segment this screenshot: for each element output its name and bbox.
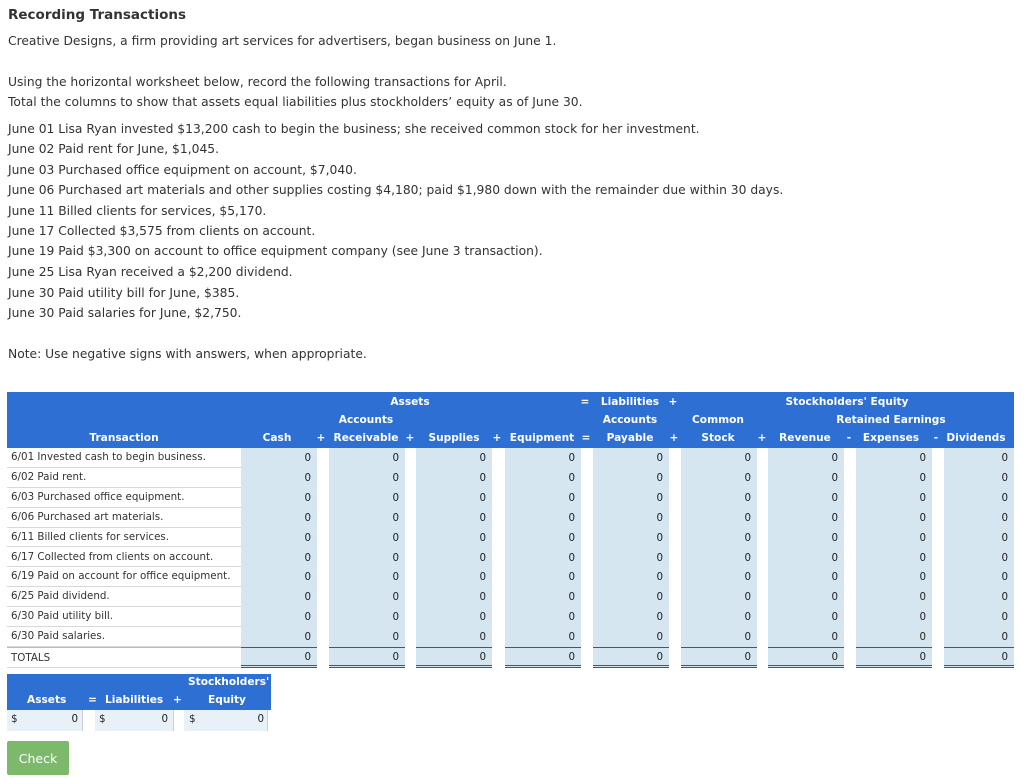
- instruction-line-1: Using the horizontal worksheet below, record the following transactions for April.: [8, 75, 507, 89]
- expenses-input[interactable]: 0: [919, 591, 926, 604]
- dividends-total: 0: [1001, 651, 1008, 663]
- accounts-receivable-input[interactable]: 0: [392, 591, 399, 604]
- equals-sign: =: [580, 396, 590, 408]
- revenue-input[interactable]: 0: [831, 611, 838, 624]
- expenses-input[interactable]: 0: [919, 452, 926, 464]
- dividends-input[interactable]: 0: [1001, 511, 1008, 524]
- cash-input[interactable]: 0: [304, 471, 311, 484]
- cash-input[interactable]: 0: [304, 511, 311, 524]
- expenses-input[interactable]: 0: [919, 471, 926, 484]
- currency-symbol: $: [11, 713, 18, 725]
- transaction-row-label: 6/02 Paid rent.: [7, 468, 241, 488]
- transaction-text: June 17 Collected $3,575 from clients on account.: [8, 224, 316, 238]
- common-stock-input[interactable]: 0: [744, 491, 751, 504]
- revenue-input[interactable]: 0: [831, 491, 838, 504]
- equipment-input[interactable]: 0: [568, 452, 575, 464]
- accounts-payable-input[interactable]: 0: [656, 511, 663, 524]
- page-title: Recording Transactions: [8, 7, 187, 23]
- instruction-line-2: Total the columns to show that assets equal liabilities plus stockholders’ equity as of June 30.: [8, 95, 583, 109]
- transaction-row-label: 6/30 Paid utility bill.: [7, 607, 241, 627]
- ar-header-bottom: Receivable: [333, 432, 399, 444]
- note-text: Note: Use negative signs with answers, when appropriate.: [8, 347, 367, 361]
- dividends-input[interactable]: 0: [1001, 551, 1008, 564]
- common-stock-input[interactable]: 0: [744, 551, 751, 564]
- plus-sign: +: [173, 694, 182, 706]
- dividends-input[interactable]: 0: [1001, 491, 1008, 504]
- dividends-input[interactable]: 0: [1001, 631, 1008, 644]
- supplies-input[interactable]: 0: [479, 571, 486, 584]
- cs-header-bottom: Stock: [701, 432, 735, 444]
- transaction-text: June 30 Paid utility bill for June, $385.: [8, 286, 240, 300]
- expenses-input[interactable]: 0: [919, 511, 926, 524]
- accounts-payable-input[interactable]: 0: [656, 531, 663, 544]
- revenue-header: Revenue: [779, 432, 831, 444]
- expenses-input[interactable]: 0: [919, 531, 926, 544]
- expenses-total: 0: [919, 651, 926, 663]
- plus-sign: +: [668, 396, 678, 408]
- summary-equity-label-top: Stockholders': [188, 676, 270, 688]
- accounts-receivable-input[interactable]: 0: [392, 471, 399, 484]
- plus-sign: +: [669, 432, 679, 444]
- summary-header: [7, 674, 271, 710]
- accounts-receivable-input[interactable]: 0: [392, 571, 399, 584]
- revenue-input[interactable]: 0: [831, 631, 838, 644]
- supplies-input[interactable]: 0: [479, 631, 486, 644]
- intro-text: Creative Designs, a firm providing art services for advertisers, began business on June 1.: [8, 34, 557, 48]
- revenue-input[interactable]: 0: [831, 471, 838, 484]
- equipment-input[interactable]: 0: [568, 591, 575, 604]
- worksheet-header: [7, 392, 1014, 448]
- dividends-input[interactable]: 0: [1001, 531, 1008, 544]
- cash-input[interactable]: 0: [304, 531, 311, 544]
- revenue-input[interactable]: 0: [831, 531, 838, 544]
- accounts-receivable-input[interactable]: 0: [392, 491, 399, 504]
- dividends-header: Dividends: [946, 432, 1006, 444]
- common-stock-input[interactable]: 0: [744, 531, 751, 544]
- expenses-input[interactable]: 0: [919, 611, 926, 624]
- accounts-receivable-input[interactable]: 0: [392, 611, 399, 624]
- check-button[interactable]: Check: [7, 741, 69, 775]
- dividends-input[interactable]: 0: [1001, 591, 1008, 604]
- revenue-input[interactable]: 0: [831, 571, 838, 584]
- transaction-text: June 03 Purchased office equipment on account, $7,040.: [8, 163, 357, 177]
- summary-equity-value: 0: [257, 713, 264, 725]
- dividends-input[interactable]: 0: [1001, 471, 1008, 484]
- supplies-input[interactable]: 0: [479, 531, 486, 544]
- minus-sign: -: [846, 432, 852, 444]
- supplies-input[interactable]: 0: [479, 551, 486, 564]
- transaction-header: Transaction: [89, 432, 159, 444]
- ap-header-bottom: Payable: [606, 432, 654, 444]
- transaction-text: June 02 Paid rent for June, $1,045.: [8, 142, 219, 156]
- plus-sign: +: [316, 432, 326, 444]
- equipment-input[interactable]: 0: [568, 551, 575, 564]
- currency-symbol: $: [189, 713, 196, 725]
- accounts-receivable-input[interactable]: 0: [392, 631, 399, 644]
- equipment-input[interactable]: 0: [568, 511, 575, 524]
- transaction-row-label: 6/30 Paid salaries.: [7, 627, 241, 647]
- revenue-input[interactable]: 0: [831, 452, 838, 464]
- accounts-payable-input[interactable]: 0: [656, 452, 663, 464]
- common-stock-input[interactable]: 0: [744, 471, 751, 484]
- supplies-input[interactable]: 0: [479, 591, 486, 604]
- equipment-header: Equipment: [509, 432, 575, 444]
- equals-sign: =: [88, 694, 97, 706]
- expenses-input[interactable]: 0: [919, 551, 926, 564]
- ar-header-top: Accounts: [338, 414, 394, 426]
- supplies-input[interactable]: 0: [479, 511, 486, 524]
- dividends-input[interactable]: 0: [1001, 452, 1008, 464]
- ap-header-top: Accounts: [602, 414, 658, 426]
- summary-assets-value: 0: [71, 713, 78, 725]
- transaction-row-label: 6/06 Purchased art materials.: [7, 508, 241, 528]
- revenue-input[interactable]: 0: [831, 551, 838, 564]
- equipment-input[interactable]: 0: [568, 611, 575, 624]
- cash-input[interactable]: 0: [304, 591, 311, 604]
- equipment-total: 0: [568, 651, 575, 663]
- accounts-receivable-input[interactable]: 0: [392, 511, 399, 524]
- supplies-header: Supplies: [428, 432, 480, 444]
- transaction-text: June 19 Paid $3,300 on account to office equipment company (see June 3 transaction).: [8, 244, 543, 258]
- cash-input[interactable]: 0: [304, 611, 311, 624]
- equipment-input[interactable]: 0: [568, 631, 575, 644]
- plus-sign: +: [492, 432, 502, 444]
- summary-liabilities-label: Liabilities: [105, 694, 164, 706]
- accounts-payable-input[interactable]: 0: [656, 491, 663, 504]
- accounts-payable-total: 0: [656, 651, 663, 663]
- revenue-total: 0: [831, 651, 838, 663]
- common-stock-input[interactable]: 0: [744, 611, 751, 624]
- accounts-receivable-input[interactable]: 0: [392, 551, 399, 564]
- accounts-payable-input[interactable]: 0: [656, 631, 663, 644]
- cash-header: Cash: [262, 432, 292, 444]
- summary-equity-label-bottom: Equity: [208, 694, 246, 706]
- equipment-input[interactable]: 0: [568, 571, 575, 584]
- summary-liabilities-value: 0: [161, 713, 168, 725]
- accounts-receivable-input[interactable]: 0: [392, 452, 399, 464]
- common-stock-input[interactable]: 0: [744, 591, 751, 604]
- transaction-row-label: 6/11 Billed clients for services.: [7, 528, 241, 548]
- minus-sign: -: [933, 432, 939, 444]
- totals-label: TOTALS: [7, 647, 241, 668]
- accounts-payable-input[interactable]: 0: [656, 551, 663, 564]
- stockholders-equity-label: Stockholders' Equity: [785, 396, 909, 408]
- supplies-input[interactable]: 0: [479, 452, 486, 464]
- transaction-row-label: 6/19 Paid on account for office equipment.: [7, 567, 241, 587]
- cash-input[interactable]: 0: [304, 631, 311, 644]
- expenses-input[interactable]: 0: [919, 631, 926, 644]
- accounts-receivable-total: 0: [392, 651, 399, 663]
- summary-assets-label: Assets: [27, 694, 67, 706]
- currency-symbol: $: [99, 713, 106, 725]
- supplies-input[interactable]: 0: [479, 611, 486, 624]
- common-stock-input[interactable]: 0: [744, 631, 751, 644]
- transaction-text: June 01 Lisa Ryan invested $13,200 cash to begin the business; she received common stock for her investment.: [8, 122, 700, 136]
- revenue-input[interactable]: 0: [831, 511, 838, 524]
- supplies-input[interactable]: 0: [479, 491, 486, 504]
- accounts-payable-input[interactable]: 0: [656, 471, 663, 484]
- supplies-input[interactable]: 0: [479, 471, 486, 484]
- transaction-row-label: 6/17 Collected from clients on account.: [7, 548, 241, 568]
- cs-header-top: Common: [692, 414, 744, 426]
- dividends-input[interactable]: 0: [1001, 611, 1008, 624]
- common-stock-input[interactable]: 0: [744, 571, 751, 584]
- expenses-input[interactable]: 0: [919, 571, 926, 584]
- transaction-row-label: 6/03 Purchased office equipment.: [7, 488, 241, 508]
- cash-total: 0: [304, 651, 311, 663]
- transaction-text: June 11 Billed clients for services, $5,170.: [8, 204, 267, 218]
- common-stock-input[interactable]: 0: [744, 452, 751, 464]
- cash-input[interactable]: 0: [304, 491, 311, 504]
- transaction-text: June 30 Paid salaries for June, $2,750.: [8, 306, 242, 320]
- transaction-row-label: 6/01 Invested cash to begin business.: [7, 448, 241, 468]
- equals-sign: =: [581, 432, 591, 444]
- plus-sign: +: [405, 432, 415, 444]
- retained-earnings-label: Retained Earnings: [836, 414, 946, 426]
- expenses-input[interactable]: 0: [919, 491, 926, 504]
- transaction-text: June 25 Lisa Ryan received a $2,200 dividend.: [8, 265, 293, 279]
- common-stock-total: 0: [744, 651, 751, 663]
- cash-input[interactable]: 0: [304, 551, 311, 564]
- accounts-payable-input[interactable]: 0: [656, 591, 663, 604]
- plus-sign: +: [757, 432, 767, 444]
- assets-group-label: Assets: [390, 396, 430, 408]
- liabilities-group-label: Liabilities: [600, 396, 660, 408]
- equipment-input[interactable]: 0: [568, 471, 575, 484]
- dividends-input[interactable]: 0: [1001, 571, 1008, 584]
- transaction-text: June 06 Purchased art materials and other supplies costing $4,180; paid $1,980 down with the remainder due within 30 days.: [8, 183, 784, 197]
- revenue-input[interactable]: 0: [831, 591, 838, 604]
- equipment-input[interactable]: 0: [568, 531, 575, 544]
- accounts-receivable-input[interactable]: 0: [392, 531, 399, 544]
- accounts-payable-input[interactable]: 0: [656, 611, 663, 624]
- supplies-total: 0: [479, 651, 486, 663]
- cash-input[interactable]: 0: [304, 452, 311, 464]
- transaction-row-label: 6/25 Paid dividend.: [7, 587, 241, 607]
- accounts-payable-input[interactable]: 0: [656, 571, 663, 584]
- common-stock-input[interactable]: 0: [744, 511, 751, 524]
- expenses-header: Expenses: [862, 432, 920, 444]
- equipment-input[interactable]: 0: [568, 491, 575, 504]
- cash-input[interactable]: 0: [304, 571, 311, 584]
